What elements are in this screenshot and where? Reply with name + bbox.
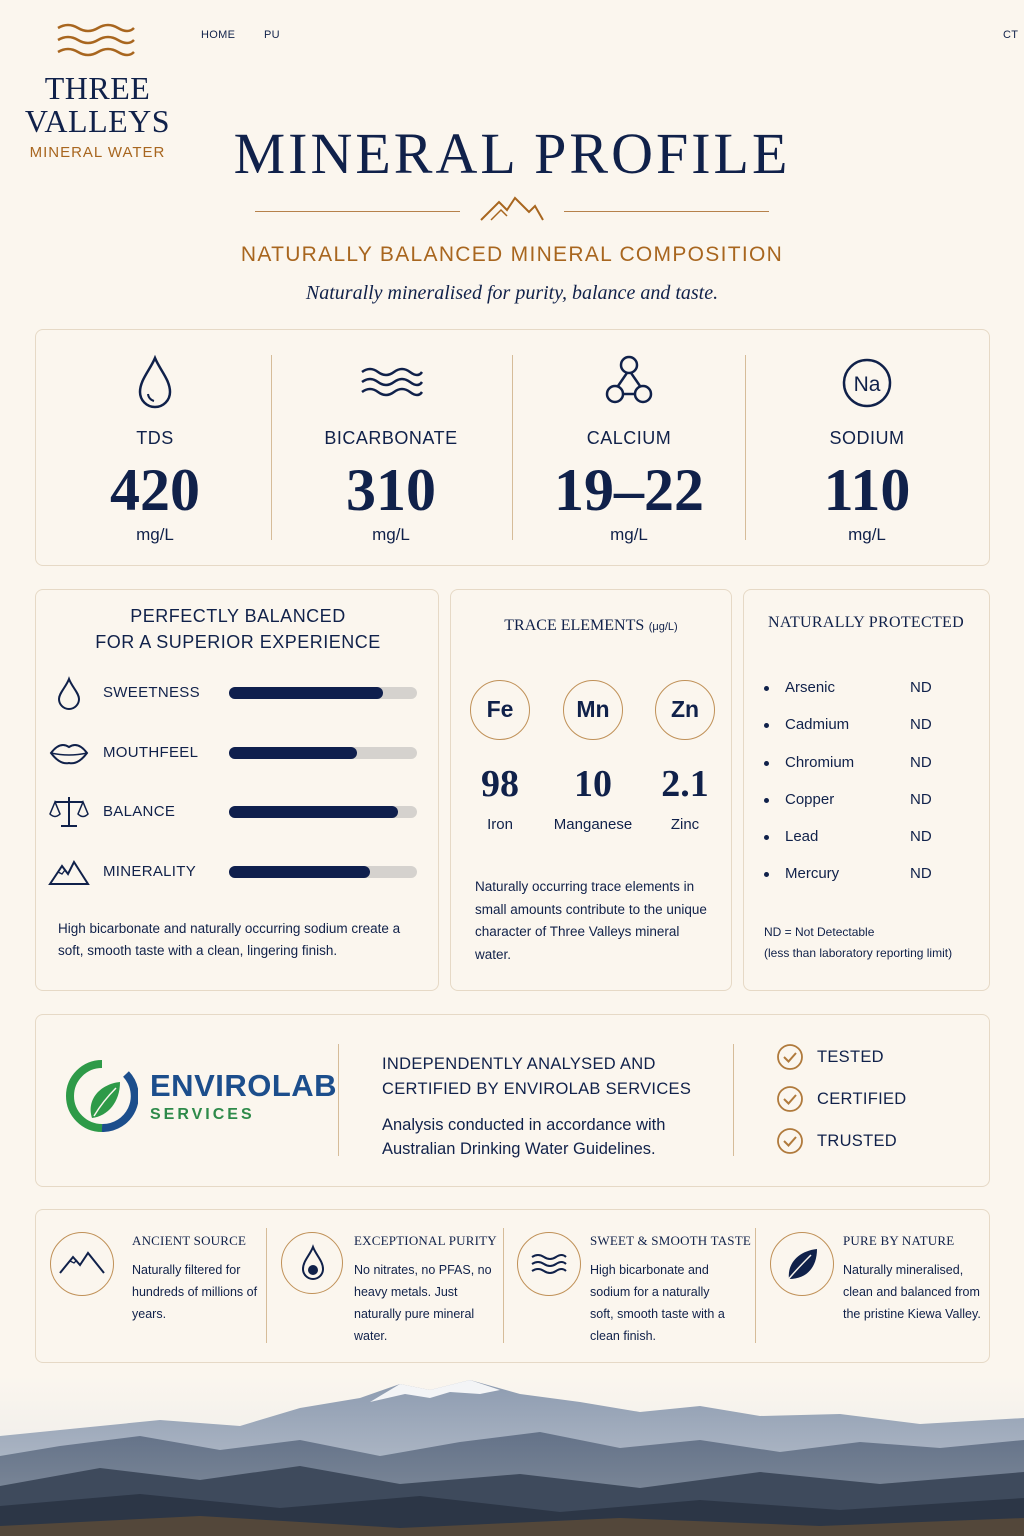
element-name: Manganese — [553, 816, 633, 833]
balance-bar-fill — [229, 747, 357, 759]
lips-icon — [48, 735, 90, 771]
balance-label: MINERALITY — [103, 863, 197, 880]
trace-heading — [451, 617, 731, 635]
contaminant-value: ND — [910, 791, 932, 808]
protected-item — [764, 828, 964, 848]
brand-sub: MINERAL WATER — [29, 144, 166, 161]
trace-element — [450, 680, 550, 833]
balance-label: BALANCE — [103, 803, 176, 820]
balance-bar-track — [229, 687, 417, 699]
contaminant-value: ND — [910, 865, 932, 882]
protected-note-line2: (less than laboratory reporting limit) — [764, 946, 953, 960]
stat-sodium — [748, 340, 986, 545]
nav-home-link[interactable]: HOME — [201, 29, 236, 41]
check-item — [776, 1085, 976, 1113]
certification-heading — [382, 1052, 712, 1102]
balance-label: SWEETNESS — [103, 684, 200, 701]
stat-unit: mg/L — [372, 525, 410, 544]
protected-note — [764, 922, 984, 964]
contaminant-name: Mercury — [785, 865, 840, 882]
stat-unit: mg/L — [848, 525, 886, 544]
balance-note: High bicarbonate and naturally occurring sodium create a soft, smooth taste with a clean, lingering finish. — [58, 921, 401, 958]
drop-icon — [48, 675, 90, 711]
feature-icon-circle — [770, 1232, 834, 1296]
check-circle-icon — [776, 1127, 804, 1155]
scales-icon — [48, 794, 90, 830]
stat-value: 110 — [823, 457, 911, 523]
certification-heading-line2: CERTIFIED BY ENVIROLAB SERVICES — [382, 1080, 692, 1098]
protected-item — [764, 791, 964, 811]
element-symbol: Zn — [655, 680, 715, 740]
check-label: TESTED — [817, 1048, 884, 1066]
mountain-landscape — [0, 1376, 1024, 1536]
molecule-icon — [594, 348, 664, 418]
feature-text: High bicarbonate and sodium for a naturally soft, smooth taste with a clean finish. — [590, 1263, 725, 1343]
contaminant-name: Arsenic — [785, 679, 836, 696]
stat-calcium — [510, 340, 748, 545]
feature-icon-circle — [281, 1232, 343, 1294]
contaminant-name: Cadmium — [785, 716, 850, 733]
stat-value: 19–22 — [554, 457, 704, 523]
check-label: TRUSTED — [817, 1132, 898, 1150]
title-rule-left — [255, 211, 460, 212]
check-label: CERTIFIED — [817, 1090, 907, 1108]
balance-heading — [36, 603, 440, 655]
feature-heading: ANCIENT SOURCE — [132, 1233, 247, 1248]
drop-icon — [120, 348, 190, 418]
feature-text: Naturally mineralised, clean and balanced from the pristine Kiewa Valley. — [843, 1263, 981, 1321]
feature-exceptional-purity — [281, 1224, 531, 1354]
bullet-icon — [764, 686, 769, 691]
nav-partial-link[interactable]: PU — [264, 29, 280, 41]
balance-heading-line2: FOR A SUPERIOR EXPERIENCE — [95, 632, 381, 652]
page-subtitle: NATURALLY BALANCED MINERAL COMPOSITION — [240, 243, 784, 266]
page-tagline: Naturally mineralised for purity, balance and taste. — [305, 282, 719, 304]
feature-pure-by-nature — [770, 1224, 1020, 1354]
protected-item — [764, 754, 964, 774]
stat-label: CALCIUM — [586, 428, 672, 448]
waves-icon — [356, 348, 426, 418]
balance-bar-track — [229, 806, 417, 818]
feature-heading: EXCEPTIONAL PURITY — [354, 1233, 497, 1248]
balance-row-balance — [48, 794, 428, 830]
trace-note: Naturally occurring trace elements in small amounts contribute to the unique character of Three Valleys mineral water. — [475, 879, 707, 962]
element-symbol: Fe — [470, 680, 530, 740]
element-value: 10 — [574, 763, 612, 805]
balance-bar-fill — [229, 806, 398, 818]
balance-row-sweetness — [48, 675, 428, 711]
element-name: Iron — [487, 816, 513, 833]
element-value: 2.1 — [661, 763, 709, 805]
mountain-icon — [51, 1233, 113, 1295]
stat-unit: mg/L — [136, 525, 174, 544]
na-icon — [832, 348, 902, 418]
stat-bicarbonate — [272, 340, 510, 545]
feature-ancient-source — [50, 1224, 300, 1354]
trace-unit: (μg/L) — [648, 621, 678, 633]
balance-heading-line1: PERFECTLY BALANCED — [130, 606, 346, 626]
title-rule-right — [564, 211, 769, 212]
brand-name-line2: VALLEYS — [24, 103, 171, 139]
feature-icon-circle — [50, 1232, 114, 1296]
contaminant-value: ND — [910, 754, 932, 771]
feature-text: Naturally filtered for hundreds of millions of years. — [132, 1263, 258, 1321]
page-title: MINERAL PROFILE — [233, 121, 791, 186]
contaminant-value: ND — [910, 828, 932, 845]
mountain-icon — [48, 854, 90, 890]
check-circle-icon — [776, 1085, 804, 1113]
bullet-icon — [764, 835, 769, 840]
bullet-icon — [764, 872, 769, 877]
contaminant-name: Copper — [785, 791, 835, 808]
balance-row-mouthfeel — [48, 735, 428, 771]
balance-bar-fill — [229, 866, 370, 878]
brand-waves-icon — [56, 20, 136, 60]
stat-label: BICARBONATE — [324, 428, 458, 448]
certification-heading-line1: INDEPENDENTLY ANALYSED AND — [382, 1055, 656, 1073]
mountain-icon — [477, 192, 547, 224]
bullet-icon — [764, 761, 769, 766]
contaminant-value: ND — [910, 679, 932, 696]
feature-text: No nitrates, no PFAS, no heavy metals. Just naturally pure mineral water. — [354, 1263, 492, 1343]
element-name: Zinc — [670, 816, 700, 833]
stat-tds — [36, 340, 274, 545]
stat-unit: mg/L — [610, 525, 648, 544]
feature-sweet-smooth — [517, 1224, 767, 1354]
nav-contact-link[interactable]: CT — [1003, 29, 1019, 41]
balance-label: MOUTHFEEL — [103, 744, 199, 761]
stat-value: 310 — [346, 457, 436, 523]
balance-bar-track — [229, 747, 417, 759]
brand-name-line1: THREE — [44, 70, 151, 106]
protected-heading: NATURALLY PROTECTED — [768, 614, 964, 631]
balance-row-minerality — [48, 854, 428, 890]
leaf-icon — [771, 1233, 833, 1295]
element-value: 98 — [481, 763, 519, 805]
envirolab-name: ENVIROLAB — [150, 1068, 338, 1103]
protected-note-line1: ND = Not Detectable — [764, 925, 875, 939]
feature-icon-circle — [517, 1232, 581, 1296]
contaminant-name: Chromium — [785, 754, 855, 771]
drop-icon — [282, 1233, 344, 1295]
certification-divider — [338, 1044, 339, 1156]
stat-label: SODIUM — [829, 428, 905, 448]
envirolab-logo-icon[interactable] — [66, 1060, 138, 1132]
balance-bar-track — [229, 866, 417, 878]
envirolab-sub: SERVICES — [150, 1106, 255, 1123]
stat-value: 420 — [110, 457, 200, 523]
element-symbol: Mn — [563, 680, 623, 740]
check-item — [776, 1043, 976, 1071]
certification-text: Analysis conducted in accordance with Australian Drinking Water Guidelines. — [382, 1116, 666, 1158]
na-icon-text: Na — [853, 373, 881, 396]
check-circle-icon — [776, 1043, 804, 1071]
certification-divider — [733, 1044, 734, 1156]
trace-heading-text: TRACE ELEMENTS — [504, 617, 645, 634]
bullet-icon — [764, 798, 769, 803]
trace-element — [543, 680, 643, 833]
contaminant-name: Lead — [785, 828, 819, 845]
stat-label: TDS — [136, 428, 174, 448]
protected-item — [764, 679, 964, 699]
waves-icon — [518, 1233, 580, 1295]
bullet-icon — [764, 723, 769, 728]
protected-item — [764, 865, 964, 885]
feature-heading: SWEET & SMOOTH TASTE — [590, 1233, 752, 1248]
contaminant-value: ND — [910, 716, 932, 733]
trace-element — [635, 680, 735, 833]
feature-heading: PURE BY NATURE — [843, 1233, 955, 1248]
protected-item — [764, 716, 964, 736]
balance-bar-fill — [229, 687, 383, 699]
check-item — [776, 1127, 976, 1155]
